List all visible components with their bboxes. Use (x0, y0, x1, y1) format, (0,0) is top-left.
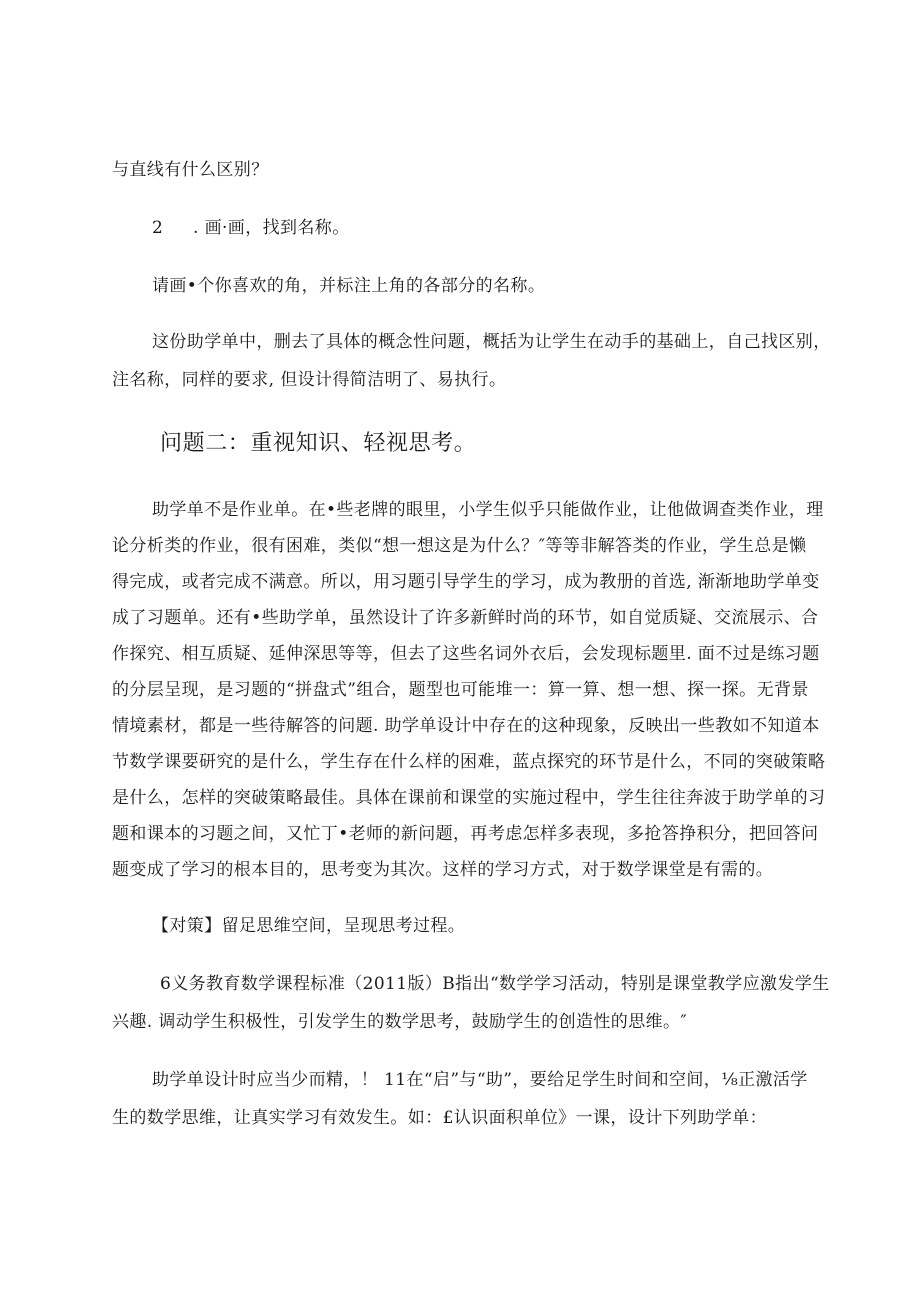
paragraph-line: 6义务教育数学课程标准（2011版）B指出“数学学习活动，特别是课堂教学应激发学生 (160, 974, 830, 994)
paragraph-line: 兴趣. 调动学生积极性，引发学生的数学思考，鼓励学生的创造性的思维。″ (112, 1012, 688, 1032)
paragraph-line: 生的数学思维，让真实学习有效发生。如：£认识面积单位》一课，设计下列助学单： (112, 1108, 768, 1128)
list-item-text: . 画·画，找到名称。 (193, 218, 350, 238)
paragraph-line: 情境素材，都是一些待解答的问题. 助学单设计中存在的这种现象，反映出一些教如不知道本 (112, 716, 820, 736)
paragraph-line: 题变成了学习的根本目的，思考变为其次。这样的学习方式，对于数学课堂是有需的。 (112, 860, 774, 880)
text-line: 与直线有什么区别？ (112, 160, 269, 180)
paragraph-line: 的分层呈现，是习题的“拼盘式”组合，题型也可能堆一：算一算、想一想、探一探。无背景 (112, 680, 809, 700)
paragraph-line: 助学单设计时应当少而精，！ 11在“启”与“助”，要给足学生时间和空间，⅛正激活学 (152, 1070, 808, 1090)
paragraph-line: 助学单不是作业单。在•些老牌的眼里，小学生似乎只能做作业，让他做调查类作业，理 (152, 500, 824, 520)
text-line: 请画•个你喜欢的角，并标注上角的各部分的名称。 (152, 276, 546, 296)
paragraph-line: 论分析类的作业，很有困难，类似“想一想这是为什么？″等等非解答类的作业，学生总是懒 (112, 536, 807, 556)
paragraph-line: 是什么，怎样的突破策略最佳。具体在课前和课堂的实施过程中，学生往往奔波于助学单的习 (112, 788, 826, 808)
paragraph-line: 题和课本的习题之间，又忙丁•老师的新问题，再考虑怎样多表现，多抢答挣积分，把回答问 (112, 824, 819, 844)
paragraph-line: 作探究、相互质疑、延伸深思等等，但去了这些名词外衣后，会发现标题里. 面不过是练习题 (112, 644, 820, 664)
list-item-number: 2 (152, 218, 163, 238)
paragraph-line: 注名称，同样的要求, 但设计得简洁明了、易执行。 (112, 370, 507, 390)
paragraph-line: 节数学课要研究的是什么，学生存在什么样的困难，蓝点探究的环节是什么，不同的突破策略 (112, 752, 826, 772)
paragraph-line: 成了习题单。还有•些助学单，虽然设计了许多新鲜时尚的环节，如自觉质疑、交流展示、合 (112, 608, 819, 628)
paragraph-line: 这份助学单中，删去了具体的概念性问题，概括为让学生在动手的基础上，自己找区别， (152, 332, 831, 352)
section-heading: 问题二：重视知识、轻视思考。 (160, 431, 477, 456)
paragraph-line: 得完成，或者完成不满意。所以，用习题引导学生的学习，成为教册的首选, 渐渐地助学单变 (112, 572, 820, 592)
strategy-line: 【对策】留足思维空间，呈现思考过程。 (152, 916, 466, 936)
